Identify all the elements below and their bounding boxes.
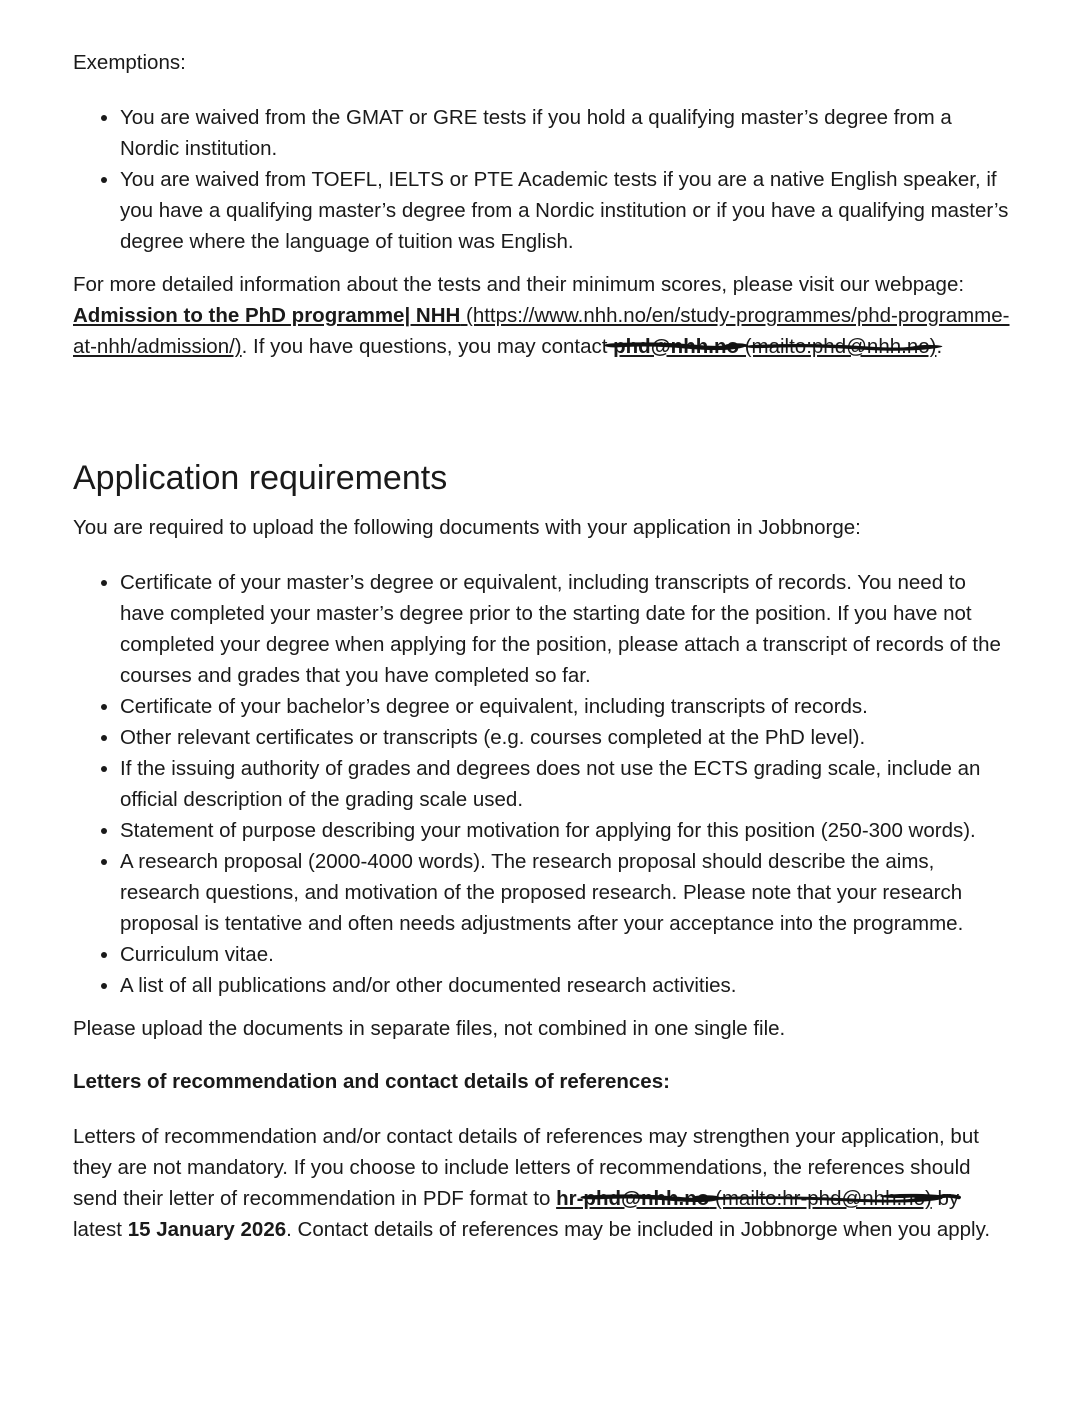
application-requirements-heading: Application requirements: [73, 459, 448, 497]
redacted-phd-mailto[interactable]: [739, 335, 936, 358]
list-item: • A research proposal (2000-4000 words). The research proposal should describe the aims, research questions, and motivation of the proposed research. Please note that your research proposal is tentative and often needs adjustments after your acceptance into the programme.: [120, 846, 1010, 939]
application-documents-list: [73, 567, 1010, 1001]
letters-heading: Letters of recommendation and contact details of references:: [73, 1070, 670, 1093]
hr-email-link[interactable]: hr-phd@nhh.no: [556, 1187, 710, 1210]
redacted-phd-email[interactable]: [613, 335, 739, 358]
tests-info-contact-text: . If you have questions, you may contact: [241, 335, 614, 358]
list-item: • Other relevant certificates or transcripts (e.g. courses completed at the PhD level).: [120, 722, 1010, 753]
redacted-hr-email[interactable]: [556, 1187, 709, 1210]
list-item: • Certificate of your master’s degree or equivalent, including transcripts of records. You need to have completed your master’s degree prior to the starting date for the position. If you have not completed your degree when applying for the position, please attach a transcript of records of the courses and grades that you have completed so far.: [120, 567, 1010, 691]
exemptions-list: [73, 102, 1010, 257]
phd-mailto-link[interactable]: (mailto:phd@nhh.no): [739, 335, 937, 358]
admission-page-link[interactable]: Admission to the PhD programme| NHH: [73, 304, 461, 327]
list-item: • A list of all publications and/or other documented research activities.: [120, 970, 1010, 1001]
list-item: • Statement of purpose describing your motivation for applying for this position (250-300 words).: [120, 815, 1010, 846]
letters-end: . Contact details of references may be included in Jobbnorge when you apply.: [286, 1218, 991, 1241]
list-item: • You are waived from the GMAT or GRE tests if you hold a qualifying master’s degree from a Nordic institution.: [120, 102, 1010, 164]
list-item: • You are waived from TOEFL, IELTS or PTE Academic tests if you are a native English speaker, if you have a qualifying master’s degree from a Nordic institution or if you have a qualifying master’s degree where the language of tuition was English.: [120, 164, 1010, 257]
exemptions-label: Exemptions:: [73, 51, 186, 74]
tests-info-paragraph: [73, 269, 1010, 362]
tests-info-text: For more detailed information about the tests and their minimum scores, please visit our webpage:: [73, 273, 965, 296]
list-item: • Curriculum vitae.: [120, 939, 1010, 970]
letters-latest: latest: [73, 1218, 128, 1241]
list-item: • Certificate of your bachelor’s degree or equivalent, including transcripts of records.: [120, 691, 1010, 722]
letters-paragraph: [73, 1121, 1010, 1245]
phd-email-link[interactable]: phd@nhh.no: [613, 335, 739, 358]
upload-note: Please upload the documents in separate files, not combined in one single file.: [73, 1017, 786, 1040]
tests-info-end: .: [936, 335, 943, 358]
hr-mailto-link[interactable]: (mailto:hr-phd@nhh.no): [709, 1187, 932, 1210]
list-item: • If the issuing authority of grades and degrees does not use the ECTS grading scale, include an official description of the grading scale used.: [120, 753, 1010, 815]
letters-text: Letters of recommendation and/or contact details of references may strengthen your application, but they are not mandatory. If you choose to include letters of recommendations, the references should send their letter of recommendation in PDF format to: [73, 1125, 979, 1210]
redacted-hr-mailto[interactable]: [709, 1187, 932, 1210]
redacted-by-word: [932, 1187, 959, 1210]
letters-by: by: [931, 1187, 960, 1210]
application-intro: You are required to upload the following documents with your application in Jobbnorge:: [73, 516, 861, 539]
admission-url-link[interactable]: (https://www.nhh.no/en/study-programmes/phd-programme-at-nhh/admission/): [73, 304, 1010, 358]
deadline-date: 15 January 2026: [127, 1218, 287, 1241]
